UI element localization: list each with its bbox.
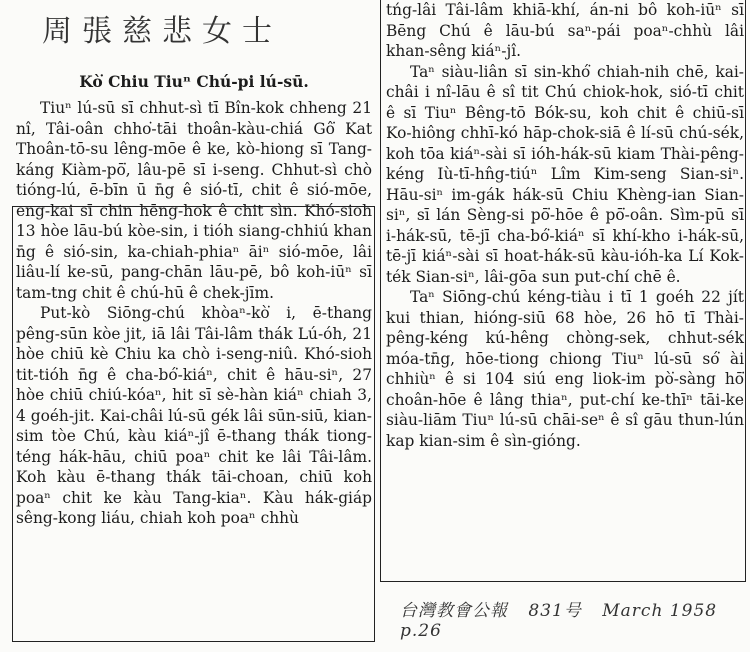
left-paragraph-2: Put-kò Siōng-chú khòaⁿ-kò͘ i, ē-thang pêng-sūn kòe jit, iā lâi Tâi-lâm thák Lú-óh, 21 hòe chiū kè Chiu ka chò i-seng-niû. Khó-sioh tit-tióh n̄g ê cha-bó͘-kiáⁿ, chit ê hāu-siⁿ, 27 hòe chiū chiú-kóaⁿ, hit sī sè-hàn kiáⁿ chiah 3, 4 goéh-jit. Kai-châi lú-sū gék lâi sūn-siū, kian-sim tòe Chú, kàu kiáⁿ-jî ē-thang thák tiong-téng hák-hāu, chiū poaⁿ chit ke lâi Tâi-lâm. Koh kàu ē-thang thák tāi-choan, chiū koh poaⁿ chit ke kàu Tang-kiaⁿ. Kàu hák-giáp sêng-kong liáu, chiah koh poaⁿ chhù xyxy=(16,304,372,527)
right-paragraph-3: Taⁿ Siōng-chú kéng-tiàu i tī 1 goéh 22 jít kui thian, hióng-siū 68 hòe, 26 hō tī Thài-pêng-kéng kú-hêng chòng-sek, chhut-sék móa-tn̄g, hōe-tiong chiong Tiuⁿ lú-sū só͘ ài chhiùⁿ ê si 104 siú eng liok-im pò͘-sàng hō͘ choân-hōe ê lâng thiaⁿ, put-chí ke-thīⁿ tāi-ke siàu-liām Tiuⁿ lú-sū chāi-seⁿ ê sî gāu thun-lún kap kian-sim ê sìn-gióng. xyxy=(386,288,744,450)
handwritten-title: 周張慈悲女士 xyxy=(42,14,282,49)
right-paragraph-1: tńg-lâi Tâi-lâm khiā-khí, án-ni bô koh-iūⁿ sī Bēng Chú ê lāu-bú saⁿ-pái poaⁿ-chhù lâi khan-sêng kiáⁿ-jî. xyxy=(386,1,744,60)
handwritten-source-note xyxy=(400,596,740,641)
right-column xyxy=(386,0,744,451)
source-date: March 1958 xyxy=(602,601,718,621)
right-paragraph-2: Taⁿ siàu-liân sī sin-khó͘ chiah-nih chē, kai-châi i nî-lāu ê sî tit Chú chiok-hok, sió-tī chit ê sī Tiuⁿ Bêng-tō Bók-su, koh chit ê chiū-sī Ko-hiông chhī-kó hāp-chok-siā ê lí-sū chú-sék, koh tōa kiáⁿ-sài sī ióh-hák-sū kiam Thài-pêng-kéng Iù-tī-hn̂g-tiúⁿ Lîm Kim-seng Sian-siⁿ. Hāu-siⁿ im-gák hák-sū Chiu Khèng-ian Sian-siⁿ, sī lán Sèng-si pō͘-hōe ê pō͘-oân. Sìm-pū sī i-hák-sū, tē-jī cha-bó͘-kiáⁿ sī khí-kho i-hák-sū, tē-jī kiáⁿ-sài sī hoat-hák-sū kàu-ióh-ka Lí Kok-ték Sian-siⁿ, lâi-gōa sun put-chí chē ê. xyxy=(386,62,744,286)
source-page: p.26 xyxy=(400,621,442,641)
left-paragraph-1: Tiuⁿ lú-sū sī chhut-sì tī Bîn-kok chheng 21 nî, Tâi-oân chho͘-tāi thoân-kàu-chiá Gô͘ Kat Thoân-tō-su lêng-mōe ê ke, kò-hiong sī Tang-káng Kiàm-pō͘, lâu-pē sī i-seng. Chhut-sì chò tióng-lú, ē-bīn ū n̄g ê sió-tī, chit ê sió-mōe, eng-kai sī chin hēng-hok ê chit sìn. Khó-sioh 13 hòe lāu-bú kòe-sin, i tióh siang-chhiú khan n̄g ê sió-sin, ka-chiah-phiaⁿ āiⁿ sió-mōe, lâi liâu-lí ke-sū, pang-chān lāu-pē, bô koh-iūⁿ sī tam-tng chit ê chú-hū ê chek-jīm. xyxy=(16,99,372,302)
article-headline: Kò͘ Chiu Tiuⁿ Chú-pi lú-sū. xyxy=(79,72,309,91)
left-column xyxy=(16,6,372,529)
source-issue: 831号 xyxy=(528,601,582,621)
source-publication: 台灣教會公報 xyxy=(400,601,508,621)
